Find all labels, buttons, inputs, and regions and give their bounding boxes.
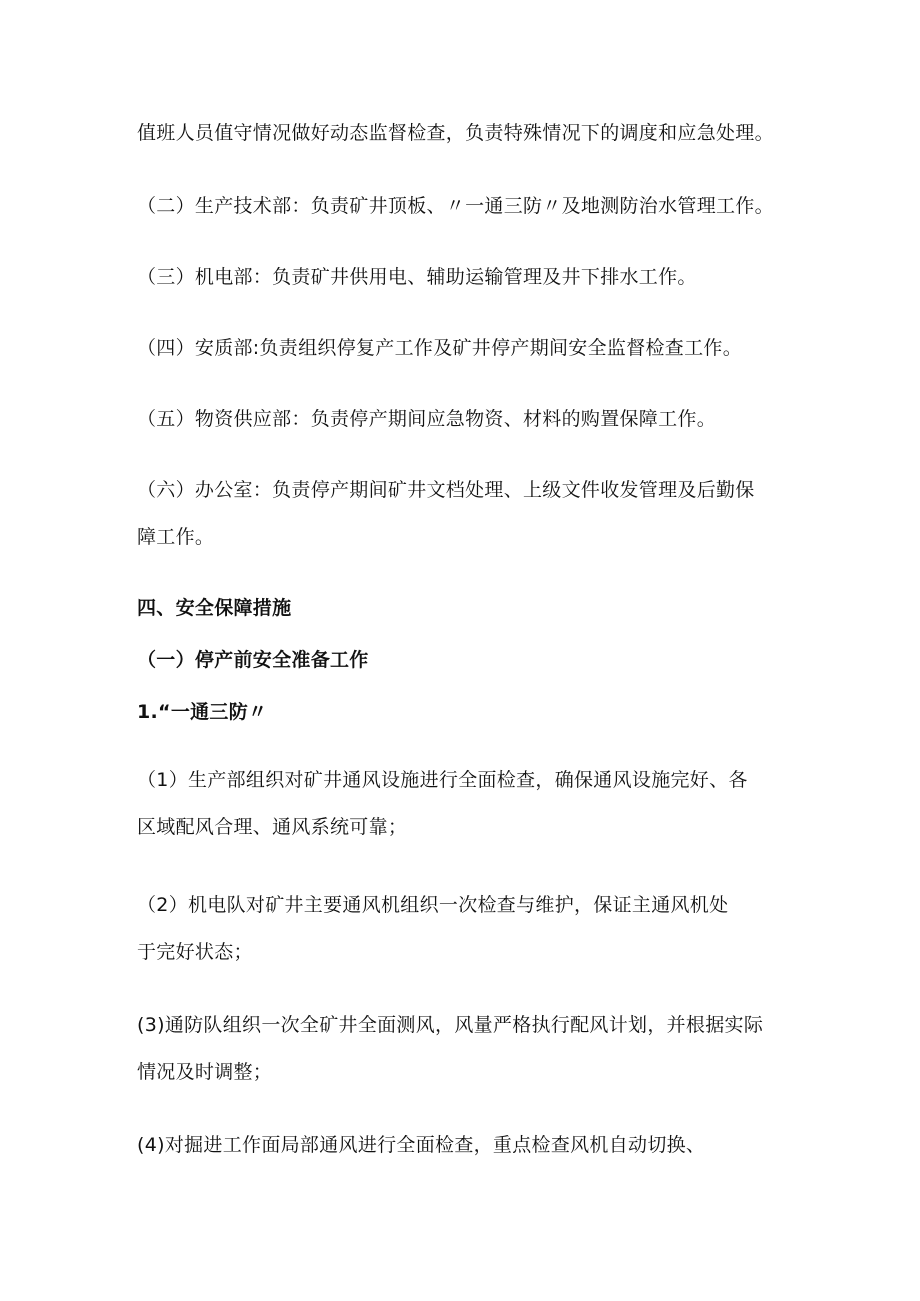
paragraph-office-line-2: 障工作。	[137, 526, 215, 548]
paragraph-item-3-line-2: 情况及时调整；	[137, 1061, 273, 1083]
paragraph-item-3-line-1: (3)通防队组织一次全矿井全面测风，风量严格执行配风计划，并根据实际	[137, 1014, 764, 1036]
section-heading-safety-measures: 四、安全保障措施	[137, 597, 292, 619]
paragraph-item-1-line-1: （1）生产部组织对矿井通风设施进行全面检查，确保通风设施完好、各	[137, 769, 748, 791]
paragraph-item-1-line-2: 区域配风合理、通风系统可靠；	[137, 816, 408, 838]
paragraph-safety-quality-dept: （四）安质部:负责组织停复产工作及矿井停产期间安全监督检查工作。	[137, 337, 743, 359]
subsection-heading-pre-shutdown: （一）停产前安全准备工作	[137, 649, 369, 671]
paragraph-duty-line: 值班人员值守情况做好动态监督检查，负责特殊情况下的调度和应急处理。	[137, 122, 774, 144]
item-heading-ventilation: 1.“一通三防〃	[137, 701, 268, 723]
paragraph-item-4-line-1: (4)对掘进工作面局部通风进行全面检查，重点检查风机自动切换、	[137, 1134, 706, 1156]
paragraph-production-tech-dept: （二）生产技术部：负责矿井顶板、〃一通三防〃及地测防治水管理工作。	[137, 195, 774, 217]
paragraph-electromechanical-dept: （三）机电部：负责矿井供用电、辅助运输管理及井下排水工作。	[137, 266, 697, 288]
paragraph-supply-dept: （五）物资供应部：负责停产期间应急物资、材料的购置保障工作。	[137, 408, 717, 430]
paragraph-office-line-1: （六）办公室：负责停产期间矿井文档处理、上级文件收发管理及后勤保	[137, 479, 755, 501]
paragraph-item-2-line-2: 于完好状态；	[137, 941, 253, 963]
paragraph-item-2-line-1: （2）机电队对矿井主要通风机组织一次检查与维护，保证主通风机处	[137, 894, 729, 916]
